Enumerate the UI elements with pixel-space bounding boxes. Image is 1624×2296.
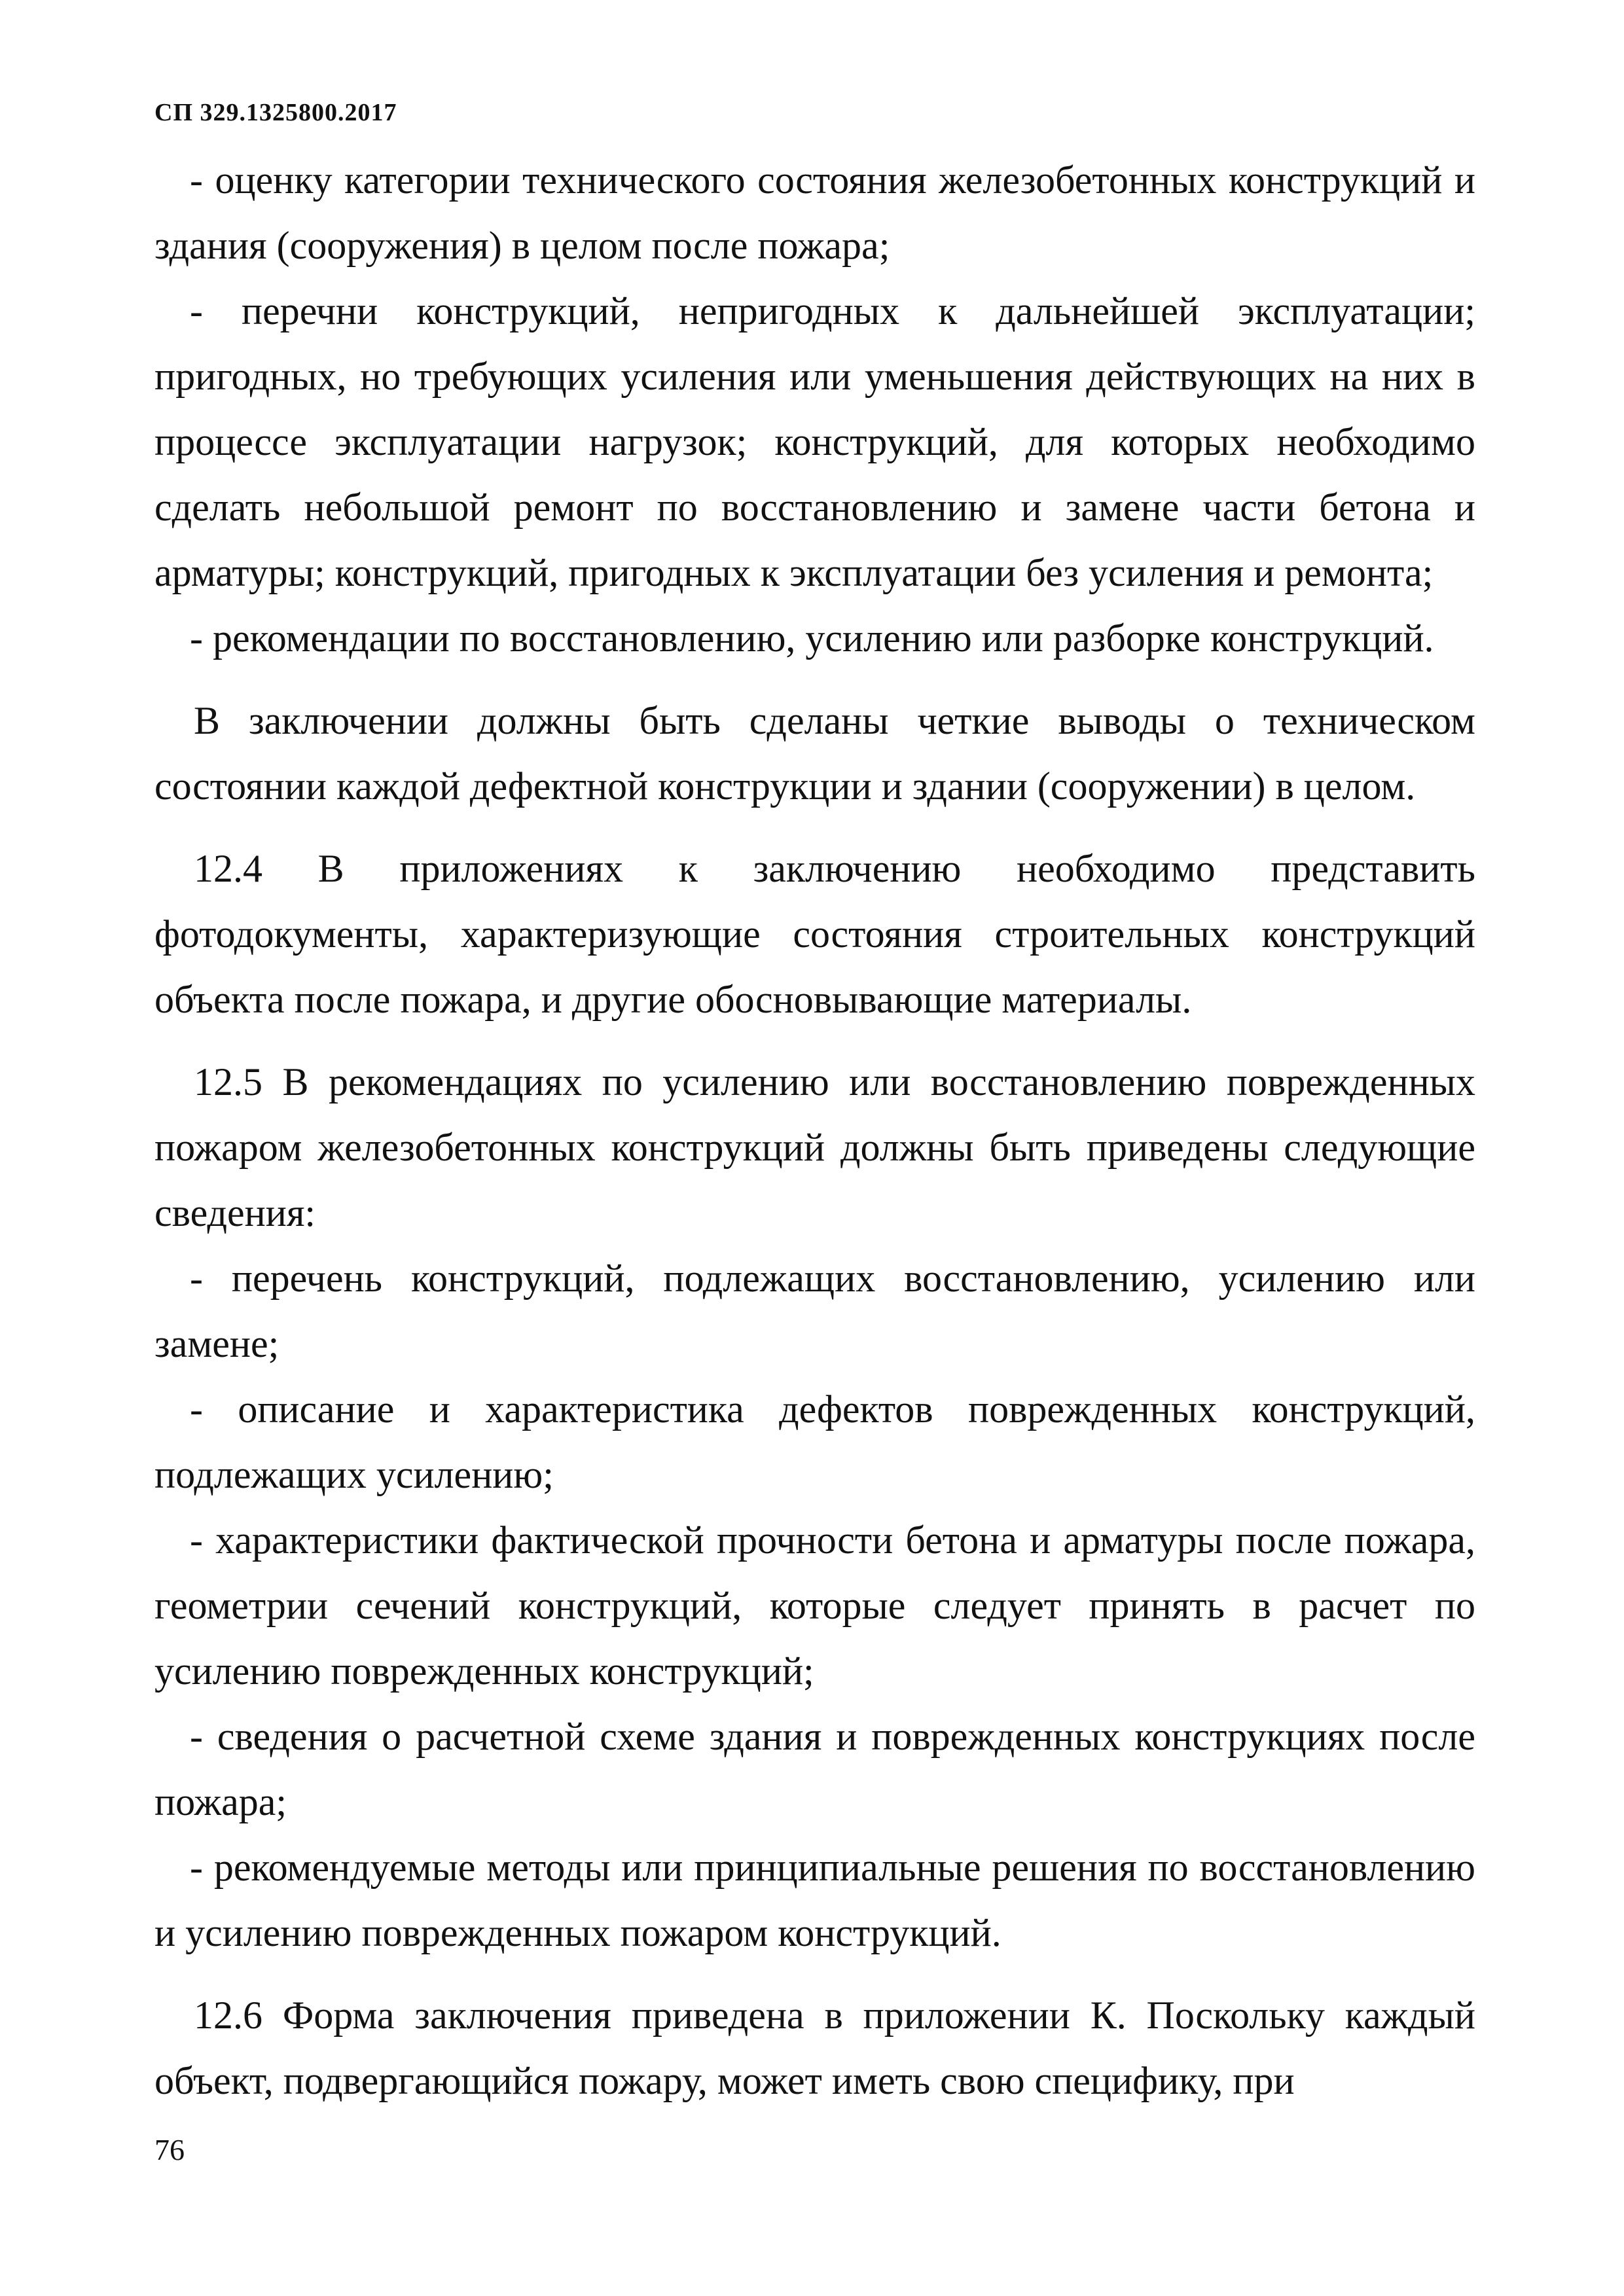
list-item-defect-description: - описание и характеристика дефектов поврежденных конструкций, подлежащих усилению; — [154, 1388, 1475, 1496]
list-item-recommended-methods: - рекомендуемые методы или принципиальные решения по восстановлению и усилению поврежденных пожаром конструкций. — [154, 1846, 1475, 1954]
list-item-structure-lists: - перечни конструкций, непригодных к дальнейшей эксплуатации; пригодных, но требующих усиления или уменьшения действующих на них в процессе эксплуатации нагрузок; конструкций, для которых необходимо сделать небольшой ремонт по восстановлению и замене части бетона и арматуры; конструкций, пригодных к эксплуатации без усиления и ремонта; — [154, 289, 1475, 594]
document-code-header: СП 329.1325800.2017 — [154, 99, 397, 126]
list-item-strength-characteristics: - характеристики фактической прочности бетона и арматуры после пожара, геометрии сечений конструкций, которые следует принять в расчет по усилению поврежденных конструкций; — [154, 1518, 1475, 1693]
list-item-structures-to-restore: - перечень конструкций, подлежащих восстановлению, усилению или замене; — [154, 1257, 1475, 1365]
list-item-design-scheme: - сведения о расчетной схеме здания и поврежденных конструкциях после пожара; — [154, 1715, 1475, 1823]
list-item-recommendations: - рекомендации по восстановлению, усилению или разборке конструкций. — [190, 617, 1434, 660]
list-item-condition-category: - оценку категории технического состояния железобетонных конструкций и здания (сооружения) в целом после пожара; — [154, 158, 1475, 267]
paragraph-12-6: 12.6 Форма заключения приведена в приложении К. Поскольку каждый объект, подвергающийся пожару, может иметь свою специфику, при — [154, 1994, 1475, 2102]
paragraph-12-5: 12.5 В рекомендациях по усилению или восстановлению поврежденных пожаром железобетонных конструкций должны быть приведены следующие сведения: — [154, 1060, 1475, 1234]
paragraph-conclusion: В заключении должны быть сделаны четкие выводы о техническом состоянии каждой дефектной конструкции и здании (сооружении) в целом. — [154, 699, 1475, 808]
paragraph-12-4: 12.4 В приложениях к заключению необходимо представить фотодокументы, характеризующие состояния строительных конструкций объекта после пожара, и другие обосновывающие материалы. — [154, 847, 1475, 1021]
document-body — [154, 147, 1475, 2113]
page-number: 76 — [154, 2133, 185, 2166]
